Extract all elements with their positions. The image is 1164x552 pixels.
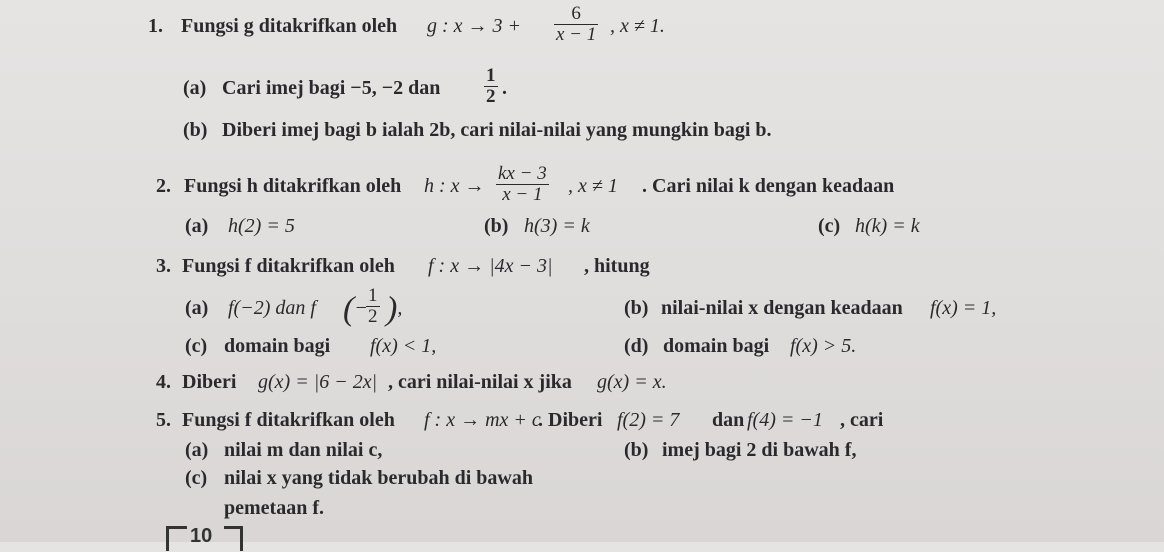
q3d-math: f(x) > 5. — [790, 335, 857, 357]
page-number-bracket-left — [166, 526, 187, 551]
q5-stem: Fungsi f ditakrifkan oleh — [182, 409, 395, 431]
page-number-bracket-right — [224, 526, 243, 551]
q3c-label: (c) — [185, 335, 208, 357]
q5-math-3: f(4) = −1 — [747, 409, 823, 431]
q2-tail: . Cari nilai k dengan keadaan — [642, 175, 895, 197]
q4-math-1: g(x) = |6 − 2x| — [258, 371, 378, 393]
q3b-text: nilai-nilai x dengan keadaan — [661, 297, 903, 319]
q2a-label: (a) — [185, 215, 209, 237]
q1-condition: , x ≠ 1. — [610, 15, 665, 37]
q2-condition: , x ≠ 1 — [568, 175, 618, 197]
q3a-paren-close: ), — [386, 290, 403, 328]
q1-number: 1. — [148, 15, 163, 37]
q1a-fraction-denominator: 2 — [486, 86, 496, 107]
q3d-label: (d) — [624, 335, 649, 357]
q5-number: 5. — [156, 409, 171, 431]
q4-text-1: Diberi — [182, 371, 237, 393]
q1b-text: Diberi imej bagi b ialah 2b, cari nilai-nilai yang mungkin bagi b. — [222, 119, 772, 141]
q1-fraction-numerator: 6 — [554, 4, 598, 25]
q1a-end: . — [502, 77, 507, 99]
q3d-text: domain bagi — [663, 335, 770, 357]
q3a-fraction-denominator: 2 — [368, 306, 378, 327]
q2-fraction — [496, 164, 549, 205]
q5a-label: (a) — [185, 439, 209, 461]
q2-fraction-denominator: x − 1 — [502, 184, 543, 205]
q2-number: 2. — [156, 175, 171, 197]
q1-fraction — [554, 4, 598, 45]
q1b-label: (b) — [183, 119, 208, 141]
q5-text-2: . Diberi — [538, 409, 603, 431]
q3c-text: domain bagi — [224, 335, 331, 357]
q1-function-lhs: g : x → 3 + — [427, 15, 522, 37]
q4-math-2: g(x) = x. — [597, 371, 667, 393]
q1a-label: (a) — [183, 77, 207, 99]
q5-function: f : x → mx + c — [424, 409, 541, 431]
q1-stem: Fungsi g ditakrifkan oleh — [181, 15, 398, 37]
q5c-text: nilai x yang tidak berubah di bawah — [224, 467, 533, 489]
q3a-text: f(−2) dan f — [228, 297, 316, 319]
q2-stem: Fungsi h ditakrifkan oleh — [184, 175, 402, 197]
q1a-text: Cari imej bagi −5, −2 dan — [222, 77, 441, 99]
q3-number: 3. — [156, 255, 171, 277]
q5a-text: nilai m dan nilai c, — [224, 439, 383, 461]
q2b-label: (b) — [484, 215, 509, 237]
q2b-text: h(3) = k — [524, 215, 590, 237]
q1a-fraction-numerator: 1 — [486, 65, 496, 86]
q1a-fraction — [484, 66, 498, 107]
q3b-label: (b) — [624, 297, 649, 319]
q5b-label: (b) — [624, 439, 649, 461]
page-number: 10 — [190, 525, 213, 547]
q5-text-3: dan — [712, 409, 745, 431]
q5-text-4: , cari — [840, 409, 884, 431]
page-number-marker — [158, 522, 264, 552]
q5c-label: (c) — [185, 467, 208, 489]
q5c-text-2: pemetaan f. — [224, 497, 324, 519]
q3c-math: f(x) < 1, — [370, 335, 437, 357]
q5b-text: imej bagi 2 di bawah f, — [662, 439, 857, 461]
q3a-fraction-numerator: 1 — [368, 285, 378, 306]
q3b-math: f(x) = 1, — [930, 297, 997, 319]
q1-fraction-denominator: x − 1 — [556, 24, 597, 45]
q2-function-lhs: h : x → — [424, 175, 485, 197]
q3a-label: (a) — [185, 297, 209, 319]
q3a-fraction — [366, 286, 380, 327]
q3a-paren-open: (− — [343, 290, 368, 328]
q3-stem: Fungsi f ditakrifkan oleh — [182, 255, 395, 277]
q5-math-2: f(2) = 7 — [617, 409, 680, 431]
q2c-label: (c) — [818, 215, 841, 237]
q4-text-2: , cari nilai-nilai x jika — [388, 371, 572, 393]
q3-tail: , hitung — [584, 255, 650, 277]
q3-function: f : x → |4x − 3| — [428, 255, 553, 277]
q2-fraction-numerator: kx − 3 — [498, 163, 547, 184]
q2c-text: h(k) = k — [855, 215, 920, 237]
q2a-text: h(2) = 5 — [228, 215, 295, 237]
q4-number: 4. — [156, 371, 171, 393]
